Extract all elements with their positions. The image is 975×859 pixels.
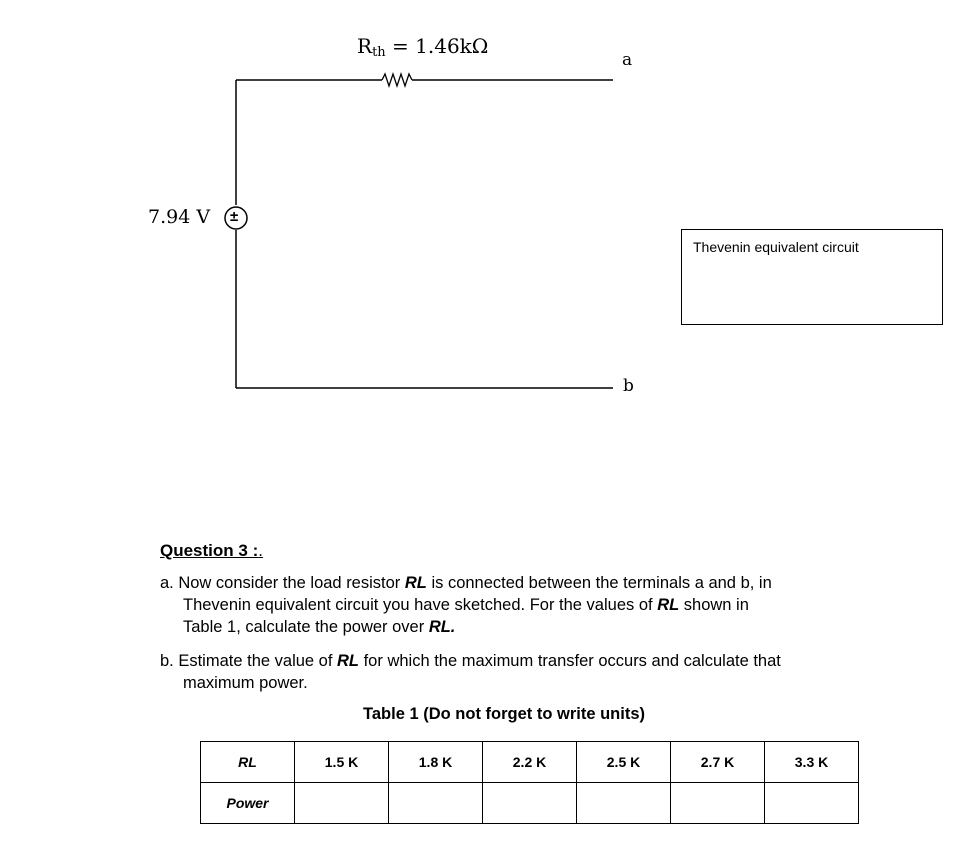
thevenin-box: [681, 229, 943, 325]
part-b-prefix: b. Estimate the value of: [160, 652, 338, 670]
rl-power-table: [200, 741, 859, 824]
part-a-line2-rest: shown in: [679, 596, 749, 614]
power-header-cell: Power: [201, 783, 295, 824]
part-b-rl: RL: [337, 652, 360, 670]
thevenin-box-label: Thevenin equivalent circuit: [693, 239, 859, 255]
power-answer-cell[interactable]: [765, 783, 859, 824]
part-a-line3-start: Table 1, calculate the power over: [183, 618, 429, 636]
part-a-rl: RL: [404, 574, 427, 592]
power-answer-cell[interactable]: [483, 783, 577, 824]
power-answer-cell[interactable]: [577, 783, 671, 824]
question-title: [160, 541, 263, 561]
rl-value-cell: 2.2 K: [483, 742, 577, 783]
rth-label-value: = 1.46kΩ: [385, 34, 489, 58]
part-a-line1-rest: is connected between the terminals a and b, in: [426, 574, 772, 592]
part-a-prefix: a. Now consider the load resistor: [160, 574, 405, 592]
rl-value-cell: 2.5 K: [577, 742, 671, 783]
rl-header-cell: RL: [201, 742, 295, 783]
part-b-line1-rest: for which the maximum transfer occurs and calculate that: [359, 652, 781, 670]
rl-value-cell: 3.3 K: [765, 742, 859, 783]
rth-resistor: [382, 74, 412, 86]
question-title-tail: .: [258, 541, 263, 560]
rl-value-cell: 2.7 K: [671, 742, 765, 783]
rth-label-main: R: [357, 34, 373, 58]
terminal-b-label: b: [623, 376, 634, 396]
source-voltage-label: 7.94 V: [148, 206, 211, 228]
rth-label-sub: th: [372, 45, 386, 60]
terminal-a-label: a: [622, 50, 633, 70]
question-part-b: [160, 650, 920, 694]
power-answer-cell[interactable]: [389, 783, 483, 824]
part-a-line3: [160, 616, 920, 638]
table-caption: Table 1 (Do not forget to write units): [363, 705, 646, 723]
part-a-line2-start: Thevenin equivalent circuit you have sketched. For the values of: [183, 596, 658, 614]
rl-value-cell: 1.5 K: [295, 742, 389, 783]
question-title-text: Question 3 :: [160, 541, 259, 560]
power-answer-cell[interactable]: [671, 783, 765, 824]
part-a-line2: [160, 594, 920, 616]
table-row-rl: [201, 742, 859, 783]
part-b-line2: maximum power.: [183, 674, 308, 692]
table-row-power: [201, 783, 859, 824]
rth-label: [357, 34, 488, 60]
rl-value-cell: 1.8 K: [389, 742, 483, 783]
part-a-rl3: RL.: [428, 618, 456, 636]
part-a-rl2: RL: [657, 596, 680, 614]
question-part-a: [160, 572, 920, 638]
source-symbol: ±: [230, 208, 239, 225]
power-answer-cell[interactable]: [295, 783, 389, 824]
